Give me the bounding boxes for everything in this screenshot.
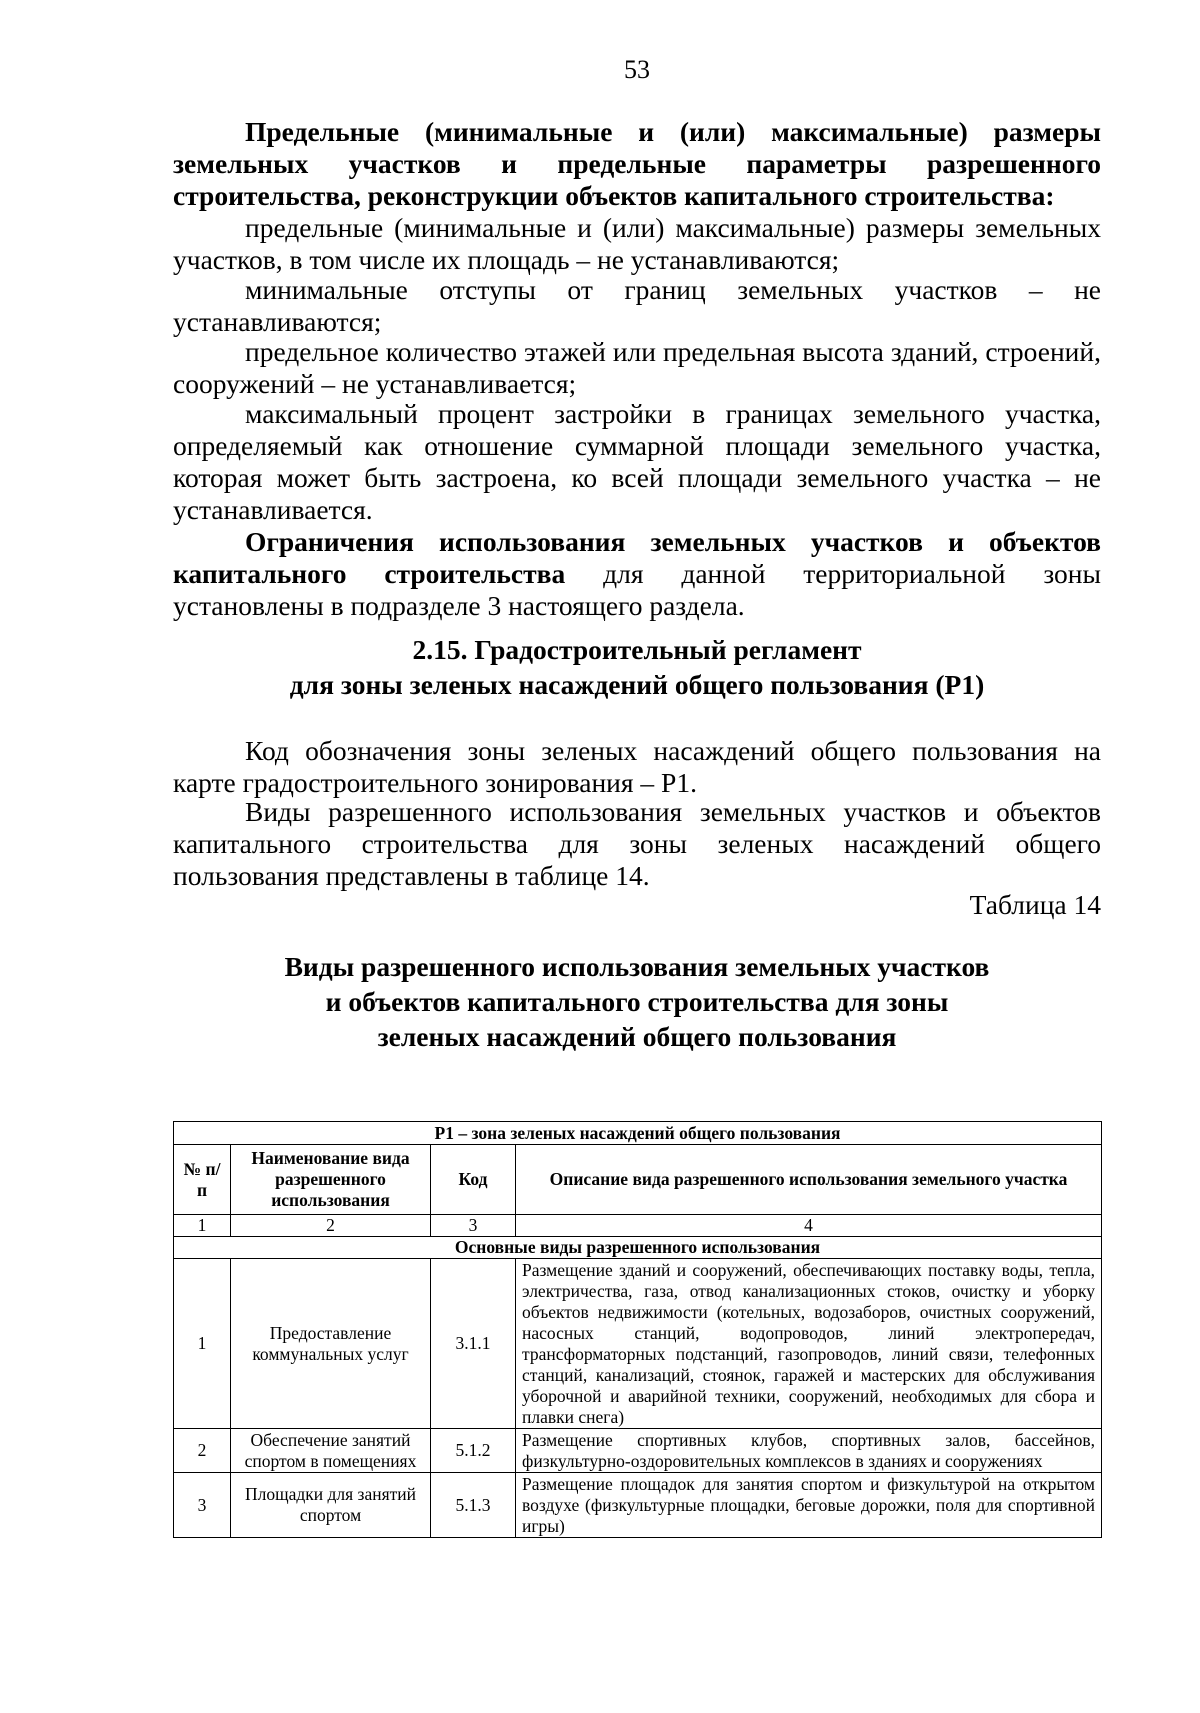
table-column-numbers-row (174, 1215, 1102, 1237)
limit-item-floors: предельное количество этажей или предельная высота зданий, строений, сооружений – не устанавливается; (173, 336, 1101, 399)
limits-heading (173, 116, 1101, 212)
row-num: 1 (174, 1259, 231, 1429)
page-number: 53 (624, 55, 650, 84)
section-title-line2: для зоны зеленых насаждений общего пользования (Р1) (289, 669, 985, 700)
col-header-num: № п/п (174, 1145, 231, 1215)
table-label: Таблица 14 (969, 889, 1101, 920)
col-number-2: 2 (231, 1215, 431, 1237)
row-desc: Размещение площадок для занятия спортом и физкультурой на открытом воздухе (физкультурные площадки, беговые дорожки, поля для спортивной игры) (516, 1473, 1102, 1538)
limit-item-area: предельные (минимальные и (или) максимальные) размеры земельных участков, в том числе их площадь – не устанавливаются; (173, 212, 1101, 275)
col-number-1: 1 (174, 1215, 231, 1237)
col-header-code: Код (431, 1145, 516, 1215)
limits-heading-text: Предельные (минимальные и (или) максимальные) размеры земельных участков и предельные параметры разрешенного строительства, реконструкции объектов капитального строительства: (173, 116, 1101, 211)
table-zone-row (174, 1122, 1102, 1145)
restrictions-bold-text: Ограничения использования земельных участков и объектов капитального строительства (173, 526, 1101, 589)
permitted-uses-paragraph: Виды разрешенного использования земельных участков и объектов капитального строительства для зоны зеленых насаждений общего пользования представлены в таблице 14. (173, 796, 1101, 891)
row-num: 3 (174, 1473, 231, 1538)
table-title-line3: зеленых насаждений общего пользования (377, 1021, 897, 1052)
section-header: Основные виды разрешенного использования (174, 1237, 1102, 1259)
table-row (174, 1259, 1102, 1429)
row-desc: Размещение зданий и сооружений, обеспечивающих поставку воды, тепла, электричества, газа, отвод канализационных стоков, очистку и уборку объектов недвижимости (котельных, водозаборов, очистных сооружений, насосных станций, водопроводов, линий электропередач, трансформаторных подстанций, газопроводов, линий связи, телефонных станций, канализаций, стоянок, гаражей и мастерских для обслуживания уборочной и аварийной техники, сооружений, необходимых для сбора и плавки снега) (516, 1259, 1102, 1429)
restrictions-paragraph (173, 526, 1101, 622)
restrictions-rest-text: для данной территориальной зоны установлены в подразделе 3 настоящего раздела. (173, 558, 1101, 621)
table-title-line1: Виды разрешенного использования земельных участков (284, 951, 990, 982)
zone-header: Р1 – зона зеленых насаждений общего пользования (174, 1122, 1102, 1145)
limit-item-coverage: максимальный процент застройки в границах земельного участка, определяемый как отношение суммарной площади земельного участка, которая может быть застроена, ко всей площади земельного участка – не устанавливается. (173, 398, 1101, 525)
row-name: Обеспечение занятий спортом в помещениях (231, 1429, 431, 1473)
zone-code-paragraph: Код обозначения зоны зеленых насаждений общего пользования на карте градостроительного зонирования – Р1. (173, 735, 1101, 798)
permitted-uses-table (173, 1121, 1102, 1538)
col-header-name: Наименование вида разрешенного использования (231, 1145, 431, 1215)
table-header-row (174, 1145, 1102, 1215)
table-row (174, 1429, 1102, 1473)
row-code: 5.1.3 (431, 1473, 516, 1538)
row-num: 2 (174, 1429, 231, 1473)
table-section-row (174, 1237, 1102, 1259)
col-number-3: 3 (431, 1215, 516, 1237)
col-header-desc: Описание вида разрешенного использования земельного участка (516, 1145, 1102, 1215)
row-name: Предоставление коммунальных услуг (231, 1259, 431, 1429)
row-name: Площадки для занятий спортом (231, 1473, 431, 1538)
row-desc: Размещение спортивных клубов, спортивных залов, бассейнов, физкультурно-оздоровительных комплексов в зданиях и сооружениях (516, 1429, 1102, 1473)
col-number-4: 4 (516, 1215, 1102, 1237)
table-title-line2: и объектов капитального строительства для зоны (325, 986, 949, 1017)
row-code: 5.1.2 (431, 1429, 516, 1473)
table-row (174, 1473, 1102, 1538)
row-code: 3.1.1 (431, 1259, 516, 1429)
section-title-line1: 2.15. Градостроительный регламент (412, 634, 862, 665)
limit-item-setbacks: минимальные отступы от границ земельных участков – не устанавливаются; (173, 274, 1101, 337)
